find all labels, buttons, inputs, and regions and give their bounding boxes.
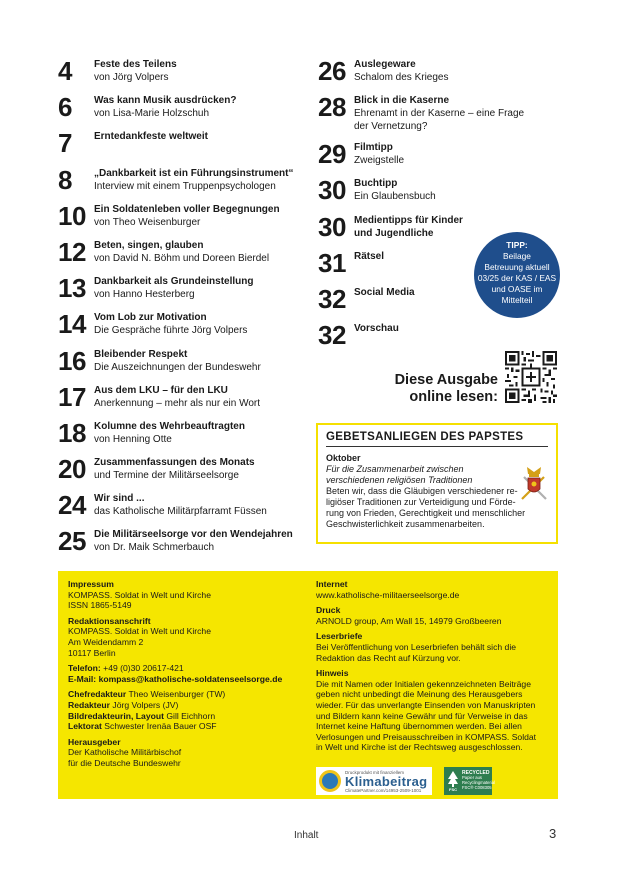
page-number: 25 — [58, 526, 86, 557]
entry-subtitle: Interview mit einem Truppenpsychologen — [94, 180, 276, 192]
page-number: 12 — [58, 236, 86, 267]
toc-entry[interactable] — [58, 56, 298, 92]
tip-line: Beilage — [503, 251, 531, 261]
hinweis-heading: Hinweis — [316, 668, 349, 679]
page-number: 32 — [318, 320, 346, 351]
tip-line: Mittelteil — [501, 295, 533, 305]
entry-title: Feste des Teilens — [94, 59, 177, 70]
page-number: 17 — [58, 381, 86, 412]
entry-title: Rätsel — [354, 250, 385, 262]
page-number: 13 — [58, 273, 86, 304]
page-number: 31 — [318, 247, 346, 278]
page-number: 10 — [58, 200, 86, 231]
entry-subtitle: und Termine der Militärseelsorge — [94, 470, 239, 482]
telefon-line[interactable]: Telefon: +49 (0)30 20617-421 — [68, 663, 184, 674]
internet-heading: Internet — [316, 579, 348, 589]
page-number: 30 — [318, 211, 346, 242]
entry-subtitle-line2: der Vernetzung? — [354, 121, 428, 133]
entry-subtitle: das Katholische Militärpfarramt Füssen — [94, 506, 267, 518]
entry-title: Bleibender Respekt — [94, 348, 188, 360]
toc-entry[interactable] — [318, 175, 558, 211]
toc-entry[interactable] — [318, 56, 558, 92]
toc-entry[interactable] — [318, 139, 558, 175]
impressum-box — [58, 571, 558, 799]
toc-entry[interactable] — [58, 382, 298, 418]
tip-line: 03/25 der KAS / EAS — [477, 273, 557, 283]
entry-subtitle: Schalom des Krieges — [354, 72, 449, 83]
entry-subtitle: von Hanno Hesterberg — [94, 289, 195, 301]
toc-entry[interactable] — [58, 526, 298, 562]
entry-title: Vorschau — [354, 323, 399, 335]
impressum-right-column: Internet www.katholische-militaerseelsorge.de Druck ARNOLD group, Am Wall 15, 14979 Großbeeren Leserbriefe Bei Veröffentlichung von Leserbriefen behält sich die Redaktion das Recht auf Kürzung vor. Hinweis Die mit Namen oder Initialen gekennzeichneten Beiträge geben nicht unbedingt die Meinung des Herausgebers wieder. Für das unverlangte Einsenden von Manuskripten und Bildern kann keine Gewähr und für Verweise in das Internet keine Haftung übernommen werden. Bei allen Verlosungen und Preisausschreiben in KOMPASS. Soldat in Welt und Kirche ist der Rechtsweg ausgeschlossen. — [316, 579, 550, 753]
staff-line: Bildredakteurin, Layout Gill Eichhorn — [68, 710, 216, 721]
page-number: 28 — [318, 92, 346, 123]
fsc-tree-icon — [446, 770, 460, 788]
entry-subtitle: Ein Glaubensbuch — [354, 191, 436, 203]
website-link[interactable]: www.katholische-militaerseelsorge.de — [316, 589, 460, 600]
toc-left-column — [58, 56, 298, 563]
footer-section-label: Inhalt — [294, 830, 319, 841]
papal-prayer-box — [316, 423, 558, 544]
entry-title: „Dankbarkeit ist ein Führungsinstrument“ — [94, 167, 294, 179]
hinweis-text: Die mit Namen oder Initialen gekennzeichneten Beiträge geben nicht unbedingt die Meinung des Herausgebers wieder. Für das unverlangte Einsenden von Manuskripten und Bildern kann keine Gewähr und für Verweise in das Internet keine Haftung übernommen werden. Bei allen Verlosungen und Preisausschreiben in KOMPASS. Soldat in Welt und Kirche ist der Rechtsweg ausgeschlossen. — [316, 678, 537, 753]
page-number: 26 — [318, 56, 346, 86]
tip-badge — [474, 232, 560, 318]
footer-page-number: 3 — [549, 826, 557, 841]
toc-entry[interactable] — [318, 92, 558, 139]
entry-subtitle: Zweigstelle — [354, 155, 405, 167]
entry-title: Auslegeware — [354, 59, 416, 70]
entry-subtitle: von Dr. Maik Schmerbauch — [94, 542, 215, 554]
toc-entry[interactable] — [58, 490, 298, 526]
page-number: 4 — [58, 56, 72, 86]
entry-title: Social Media — [354, 286, 415, 298]
entry-subtitle: Die Gespräche führte Jörg Volpers — [94, 325, 248, 337]
entry-title: Aus dem LKU – für den LKU — [94, 384, 228, 396]
entry-title: Beten, singen, glauben — [94, 239, 204, 251]
online-read-label: Diese Ausgabe online lesen: — [394, 372, 498, 405]
herausgeber-heading: Herausgeber — [68, 736, 121, 747]
staff-line: Chefredakteur Theo Weisenburger (TW) — [68, 689, 226, 700]
prayer-month: Oktober — [326, 453, 361, 463]
page-number: 32 — [318, 283, 346, 314]
toc-entry[interactable] — [58, 309, 298, 345]
leserbriefe-heading: Leserbriefe — [316, 631, 363, 642]
klimabeitrag-badge: Druckprodukt mit finanziellem Klimabeitrag ClimatePartner.com/14953-2509-1001 — [316, 767, 432, 795]
redaktion-heading: Redaktionsanschrift — [68, 615, 151, 626]
page-number: 7 — [58, 128, 72, 159]
staff-line: Lektorat Schwester Irenäa Bauer OSF — [68, 721, 217, 732]
page-number: 6 — [58, 92, 72, 123]
toc-entry[interactable] — [58, 92, 298, 128]
papal-coat-of-arms-icon — [518, 465, 550, 503]
entry-title: Zusammenfassungen des Monats — [94, 457, 255, 469]
page-number: 16 — [58, 345, 86, 376]
toc-entry[interactable] — [58, 201, 298, 237]
toc-entry[interactable] — [58, 165, 298, 201]
entry-title: Die Militärseelsorge vor den Wendejahren — [94, 529, 293, 541]
tip-line: und OASE im — [491, 284, 543, 294]
email-line[interactable]: E-Mail: kompass@katholische-soldatenseelsorge.de — [68, 673, 283, 684]
entry-title-line2: und Jugendliche — [354, 227, 434, 239]
entry-subtitle: von Henning Otte — [94, 433, 172, 445]
entry-title: Vom Lob zur Motivation — [94, 312, 207, 324]
tip-title: TIPP: — [506, 240, 528, 250]
entry-title: Medientipps für Kinder — [354, 214, 463, 226]
entry-title: Kolumne des Wehrbeauftragten — [94, 420, 245, 432]
entry-subtitle: von Lisa-Marie Holzschuh — [94, 108, 210, 120]
tip-line: Betreuung aktuell — [484, 262, 550, 272]
climate-partner-icon — [319, 770, 341, 792]
fsc-recycled-badge: FSC RECYCLED Papier aus Recyclingmaterial FSC® C008305 — [444, 767, 492, 795]
entry-subtitle: Ehrenamt in der Kaserne – eine Frage — [354, 108, 525, 120]
toc-entry[interactable] — [58, 128, 298, 164]
page-number: 14 — [58, 309, 86, 340]
entry-title: Was kann Musik ausdrücken? — [94, 95, 237, 107]
entry-title: Dankbarkeit als Grundeinstellung — [94, 276, 254, 288]
page-number: 29 — [318, 139, 346, 170]
page-number: 24 — [58, 490, 86, 521]
prayer-intent: Für die Zusammenarbeit zwischen verschiedenen religiösen Traditionen — [326, 464, 473, 485]
toc-entry[interactable] — [58, 237, 298, 273]
entry-title: Erntedankfeste weltweit — [94, 131, 208, 143]
entry-title: Filmtipp — [354, 142, 393, 154]
page-number: 20 — [58, 454, 86, 485]
page-number: 18 — [58, 417, 86, 448]
toc-entry[interactable] — [58, 454, 298, 490]
druck-heading: Druck — [316, 605, 341, 616]
impressum-left-column: Impressum KOMPASS. Soldat in Welt und Kirche ISSN 1865-5149 Redaktionsanschrift KOMPASS. Soldat in Welt und Kirche Am Weidendamm 2 10117 Berlin Telefon: +49 (0)30 20617-421 E-Mail: kompass@katholische-soldatenseelsorge.de Chefredakteur Theo Weisenburger (TW) Redakteur Jörg Volpers (JV) Bildredakteurin, Layout Gill Eichhorn Lektorat Schwester Irenäa Bauer OSF Herausgeber Der Katholische Militärbischof für die Deutsche Bundeswehr — [68, 579, 298, 769]
qr-code-icon[interactable] — [505, 351, 557, 403]
entry-subtitle: von David N. Böhm und Doreen Bierdel — [94, 252, 270, 264]
entry-subtitle: von Jörg Volpers — [94, 72, 169, 83]
toc-entry[interactable] — [58, 418, 298, 454]
toc-entry[interactable] — [58, 273, 298, 309]
prayer-heading: GEBETSANLIEGEN DES PAPSTES — [326, 431, 548, 447]
page-number: 8 — [58, 164, 72, 195]
entry-title: Ein Soldatenleben voller Begegnungen — [94, 203, 280, 215]
entry-subtitle: Die Auszeichnungen der Bundeswehr — [94, 361, 261, 373]
toc-entry[interactable] — [58, 346, 298, 382]
entry-subtitle: Anerkennung – mehr als nur ein Wort — [94, 397, 261, 409]
page-number: 30 — [318, 175, 346, 206]
entry-title: Wir sind ... — [94, 493, 145, 505]
staff-line: Redakteur Jörg Volpers (JV) — [68, 699, 179, 710]
entry-title: Blick in die Kaserne — [354, 95, 450, 107]
entry-subtitle: von Theo Weisenburger — [94, 216, 201, 228]
impressum-heading: Impressum — [68, 579, 114, 589]
prayer-text: Beten wir, dass die Gläubigen verschiedener re- ligiöser Traditionen zur Verteidigung und Förde- rung von Frieden, Gerechtigkeit und menschlicher Geschwisterlichkeit zusammenarbeiten. — [326, 486, 526, 529]
entry-title: Buchtipp — [354, 178, 398, 190]
